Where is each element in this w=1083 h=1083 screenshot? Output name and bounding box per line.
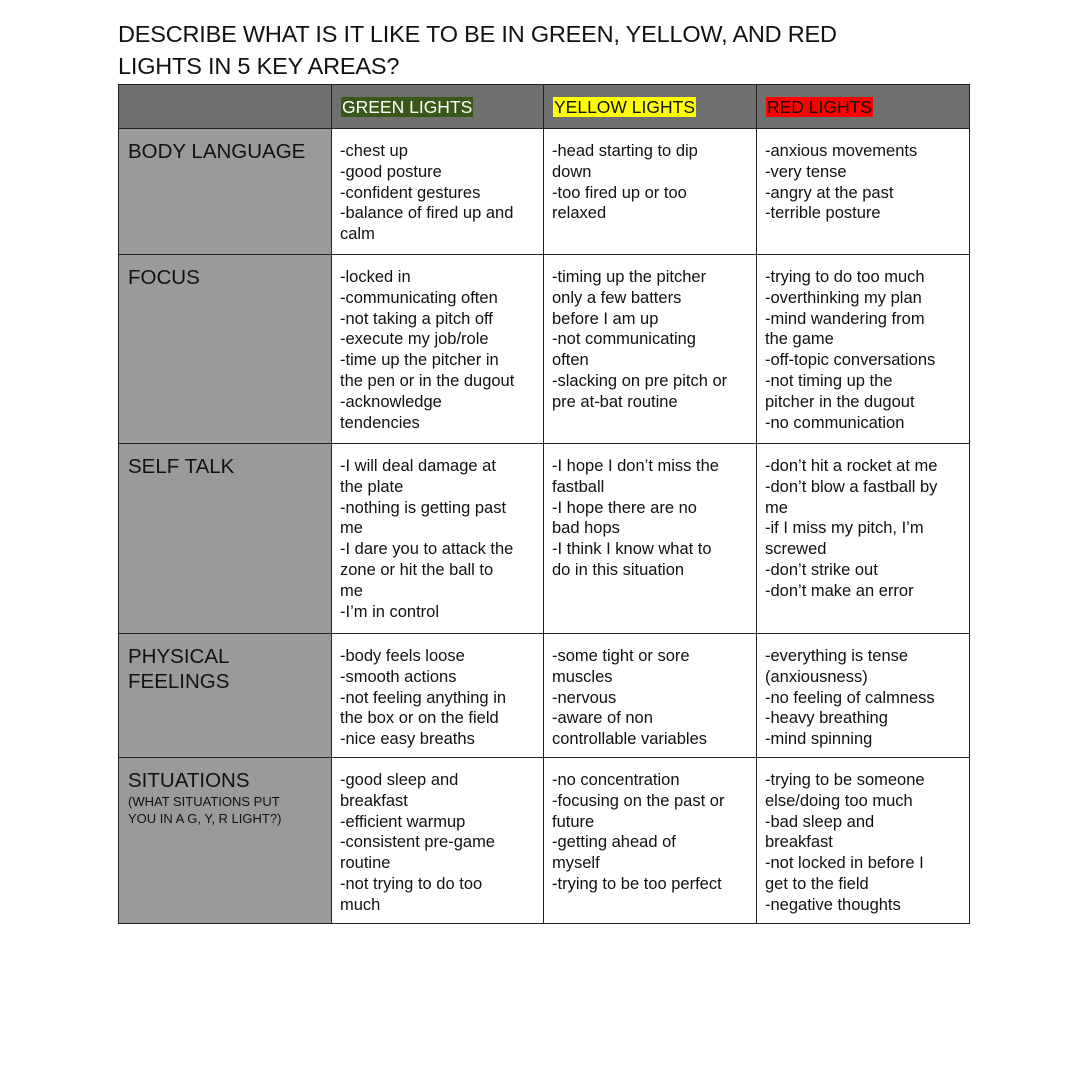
cell-line: -confident gestures: [340, 183, 481, 202]
cell-line: -off-topic conversations: [765, 351, 936, 370]
cell-line: -not trying to do too: [340, 874, 483, 893]
cell-line: -anxious movements: [765, 142, 918, 160]
yellow-light-cell: [544, 129, 757, 255]
cell-line: -acknowledge: [340, 392, 442, 411]
cell-line: often: [552, 351, 589, 370]
cell-line: -angry at the past: [765, 183, 894, 202]
cell-line: -I will deal damage at: [340, 457, 496, 475]
area-name: PHYSICAL: [128, 645, 230, 668]
cell-line: -bad sleep and: [765, 812, 875, 831]
cell-line: -I’m in control: [340, 602, 440, 621]
lights-table: [118, 84, 970, 924]
cell-line: breakfast: [340, 791, 408, 810]
yellow-light-cell: [544, 444, 757, 634]
cell-line: me: [340, 519, 363, 538]
cell-line: before I am up: [552, 309, 659, 328]
cell-line: breakfast: [765, 833, 833, 852]
cell-line: -don’t make an error: [765, 581, 914, 600]
cell-line: tendencies: [340, 413, 420, 432]
cell-line: -locked in: [340, 268, 411, 286]
cell-line: get to the field: [765, 874, 869, 893]
yellow-light-cell: [544, 255, 757, 444]
cell-line: -terrible posture: [765, 204, 881, 223]
cell-line: -no concentration: [552, 771, 680, 789]
green-light-cell: [332, 634, 544, 758]
red-light-cell: [757, 444, 970, 634]
green-light-cell: [332, 444, 544, 634]
cell-line: -good sleep and: [340, 771, 459, 789]
cell-line: -everything is tense: [765, 647, 909, 665]
cell-line: controllable variables: [552, 730, 708, 749]
cell-line: -getting ahead of: [552, 833, 676, 852]
green-light-cell: [332, 129, 544, 255]
cell-line: -some tight or sore: [552, 647, 690, 665]
cell-line: -smooth actions: [340, 667, 457, 686]
cell-line: -efficient warmup: [340, 812, 466, 831]
header-yellow-cell: [544, 85, 757, 129]
cell-line: pre at-bat routine: [552, 392, 678, 411]
cell-line: pitcher in the dugout: [765, 392, 915, 411]
cell-line: calm: [340, 225, 375, 244]
cell-line: much: [340, 895, 381, 914]
cell-line: the plate: [340, 477, 404, 496]
cell-line: bad hops: [552, 519, 620, 538]
page-title: [118, 18, 978, 82]
cell-line: -not feeling anything in: [340, 688, 507, 707]
cell-line: -good posture: [340, 162, 442, 181]
cell-line: -I dare you to attack the: [340, 540, 514, 559]
cell-line: -chest up: [340, 142, 408, 160]
green-light-cell: [332, 255, 544, 444]
cell-line: -aware of non: [552, 709, 653, 728]
cell-line: the game: [765, 330, 834, 349]
header-corner-cell: [119, 85, 332, 129]
cell-line: -head starting to dip: [552, 142, 698, 160]
cell-line: -heavy breathing: [765, 709, 888, 728]
yellow-lights-label: YELLOW LIGHTS: [554, 96, 696, 117]
cell-line: -nice easy breaths: [340, 730, 475, 749]
area-cell: [119, 758, 332, 924]
cell-line: screwed: [765, 540, 827, 559]
area-name: FOCUS: [128, 266, 200, 289]
cell-line: muscles: [552, 667, 613, 686]
cell-line: -communicating often: [340, 288, 498, 307]
table-body: [119, 129, 970, 924]
area-name: BODY LANGUAGE: [128, 140, 306, 163]
cell-line: -overthinking my plan: [765, 288, 922, 307]
cell-line: -too fired up or too: [552, 183, 687, 202]
red-light-cell: [757, 255, 970, 444]
cell-line: -body feels loose: [340, 647, 465, 665]
cell-line: -no communication: [765, 413, 905, 432]
table-row: [119, 255, 970, 444]
area-subtitle: (WHAT SITUATIONS PUT: [128, 794, 280, 809]
table-header-row: [119, 85, 970, 129]
green-lights-label: GREEN LIGHTS: [342, 96, 473, 117]
cell-line: -consistent pre-game: [340, 833, 495, 852]
page-title-line-2: LIGHTS IN 5 KEY AREAS?: [118, 53, 400, 79]
cell-line: routine: [340, 854, 391, 873]
area-name: FEELINGS: [128, 670, 230, 693]
cell-line: -I hope I don’t miss the: [552, 457, 719, 475]
cell-line: relaxed: [552, 204, 607, 223]
cell-line: -mind spinning: [765, 730, 873, 749]
cell-line: -not communicating: [552, 330, 696, 349]
cell-line: -nothing is getting past: [340, 498, 507, 517]
yellow-light-cell: [544, 758, 757, 924]
area-cell: [119, 255, 332, 444]
cell-line: -execute my job/role: [340, 330, 489, 349]
cell-line: the box or on the field: [340, 709, 499, 728]
cell-line: -timing up the pitcher: [552, 268, 707, 286]
header-green-cell: [332, 85, 544, 129]
cell-line: future: [552, 812, 595, 831]
page-title-line-1: DESCRIBE WHAT IS IT LIKE TO BE IN GREEN, YELLOW, AND RED: [118, 21, 837, 47]
cell-line: -trying to be someone: [765, 771, 925, 789]
area-name: SELF TALK: [128, 455, 235, 478]
cell-line: (anxiousness): [765, 667, 868, 686]
cell-line: -not taking a pitch off: [340, 309, 493, 328]
cell-line: me: [340, 581, 363, 600]
cell-line: -negative thoughts: [765, 895, 901, 914]
cell-line: -very tense: [765, 162, 847, 181]
cell-line: do in this situation: [552, 560, 685, 579]
cell-line: zone or hit the ball to: [340, 560, 494, 579]
area-name: SITUATIONS: [128, 769, 250, 792]
cell-line: myself: [552, 854, 600, 873]
area-cell: [119, 129, 332, 255]
cell-line: -focusing on the past or: [552, 791, 725, 810]
cell-line: -don’t strike out: [765, 560, 878, 579]
cell-line: only a few batters: [552, 288, 682, 307]
table-row: [119, 444, 970, 634]
cell-line: -balance of fired up and: [340, 204, 514, 223]
cell-line: me: [765, 498, 788, 517]
red-light-cell: [757, 634, 970, 758]
cell-line: -don’t hit a rocket at me: [765, 457, 938, 475]
red-light-cell: [757, 758, 970, 924]
cell-line: -not locked in before I: [765, 854, 924, 873]
cell-line: -mind wandering from: [765, 309, 925, 328]
red-lights-label: RED LIGHTS: [767, 96, 873, 117]
cell-line: fastball: [552, 477, 605, 496]
area-cell: [119, 444, 332, 634]
cell-line: -trying to do too much: [765, 268, 925, 286]
cell-line: -trying to be too perfect: [552, 874, 722, 893]
cell-line: -I think I know what to: [552, 540, 712, 559]
cell-line: -nervous: [552, 688, 617, 707]
cell-line: -slacking on pre pitch or: [552, 371, 728, 390]
cell-line: -don’t blow a fastball by: [765, 477, 938, 496]
red-light-cell: [757, 129, 970, 255]
cell-line: -time up the pitcher in: [340, 351, 499, 370]
table-row: [119, 129, 970, 255]
table-row: [119, 634, 970, 758]
cell-line: else/doing too much: [765, 791, 913, 810]
cell-line: -I hope there are no: [552, 498, 697, 517]
area-cell: [119, 634, 332, 758]
header-red-cell: [757, 85, 970, 129]
cell-line: down: [552, 162, 592, 181]
cell-line: the pen or in the dugout: [340, 371, 515, 390]
table-row: [119, 758, 970, 924]
green-light-cell: [332, 758, 544, 924]
cell-line: -no feeling of calmness: [765, 688, 935, 707]
cell-line: -if I miss my pitch, I’m: [765, 519, 924, 538]
cell-line: -not timing up the: [765, 371, 893, 390]
area-subtitle: YOU IN A G, Y, R LIGHT?): [128, 811, 282, 826]
yellow-light-cell: [544, 634, 757, 758]
